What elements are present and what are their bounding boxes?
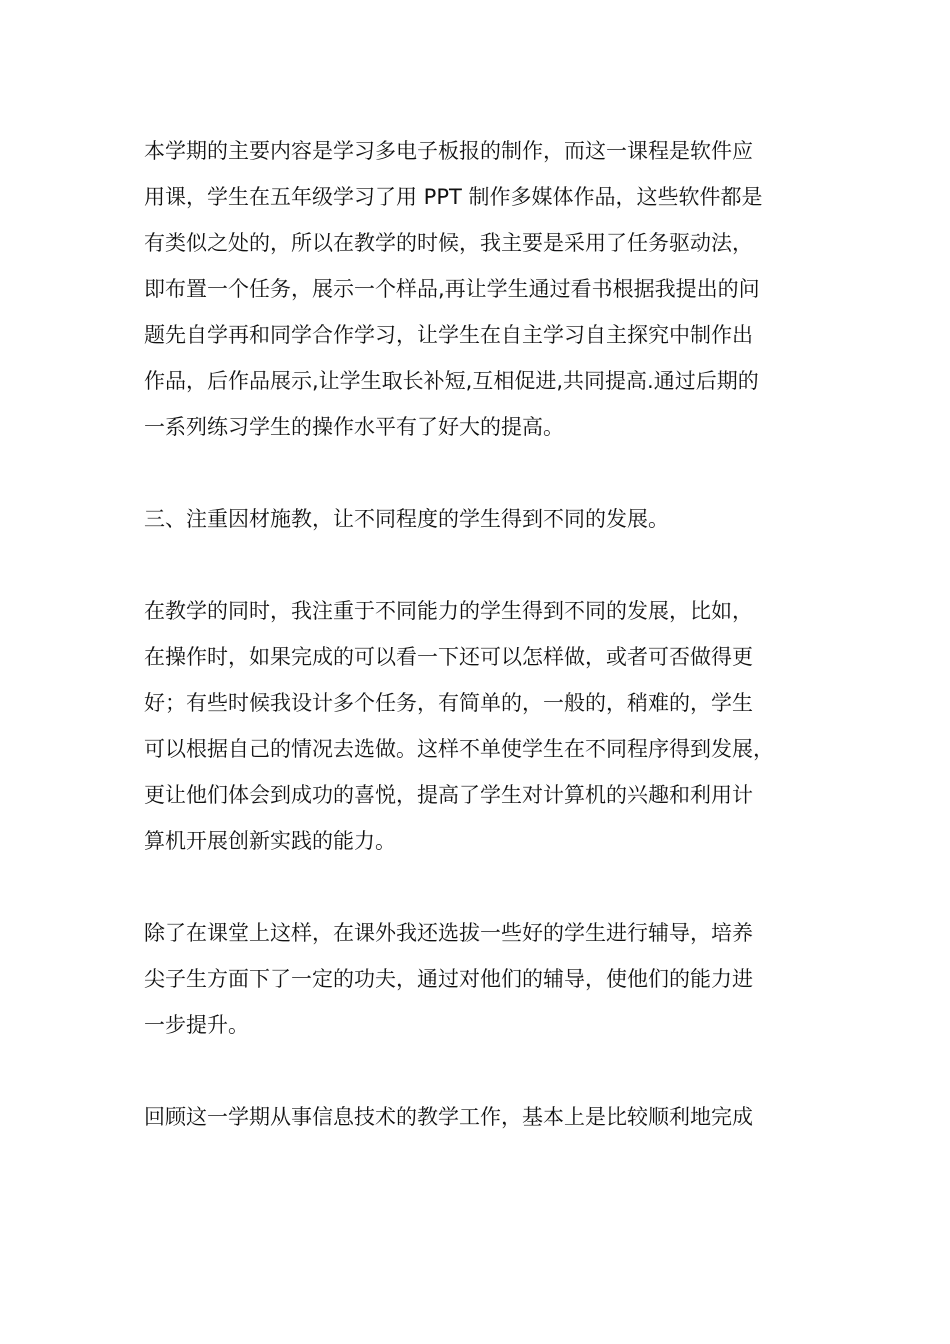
text-line: 作品，后作品展示,让学生取长补短,互相促进,共同提高.通过后期的 [144,369,759,393]
text-line: 一系列练习学生的操作水平有了好大的提高。 [144,415,564,439]
text-line: 尖子生方面下了一定的功夫，通过对他们的辅导，使他们的能力进 [144,967,753,991]
text-line: 在教学的同时，我注重于不同能力的学生得到不同的发展，比如， [144,599,753,623]
text-line: 算机开展创新实践的能力。 [144,829,396,853]
document-body [144,128,829,1140]
paragraph-gap [144,1048,829,1094]
text-line: 在操作时，如果完成的可以看一下还可以怎样做，或者可否做得更 [144,645,753,669]
text-line: 一步提升。 [144,1013,249,1037]
paragraph-gap [144,542,829,588]
text-line: 回顾这一学期从事信息技术的教学工作，基本上是比较顺利地完成 [144,1105,753,1129]
text-line: 用课，学生在五年级学习了用 PPT 制作多媒体作品，这些软件都是 [144,185,763,209]
heading-line: 三、注重因材施教，让不同程度的学生得到不同的发展。 [144,507,669,531]
text-line: 可以根据自己的情况去选做。这样不单使学生在不同程序得到发展， [144,737,774,761]
paragraph-gap [144,450,829,496]
text-line: 本学期的主要内容是学习多电子板报的制作，而这一课程是软件应 [144,139,753,163]
paragraph-review [144,1094,829,1140]
section-heading [144,496,829,542]
paragraph-gap [144,864,829,910]
paragraph-differentiated-teaching [144,588,829,864]
paragraph-teaching-method [144,128,829,450]
text-line: 题先自学再和同学合作学习，让学生在自主学习自主探究中制作出 [144,323,753,347]
text-line: 好；有些时候我设计多个任务，有简单的，一般的，稍难的，学生 [144,691,753,715]
paragraph-extracurricular [144,910,829,1048]
text-line: 除了在课堂上这样，在课外我还选拔一些好的学生进行辅导，培养 [144,921,753,945]
text-line: 即布置一个任务，展示一个样品,再让学生通过看书根据我提出的问 [144,277,760,301]
text-line: 更让他们体会到成功的喜悦，提高了学生对计算机的兴趣和利用计 [144,783,753,807]
text-line: 有类似之处的，所以在教学的时候，我主要是采用了任务驱动法， [144,231,753,255]
